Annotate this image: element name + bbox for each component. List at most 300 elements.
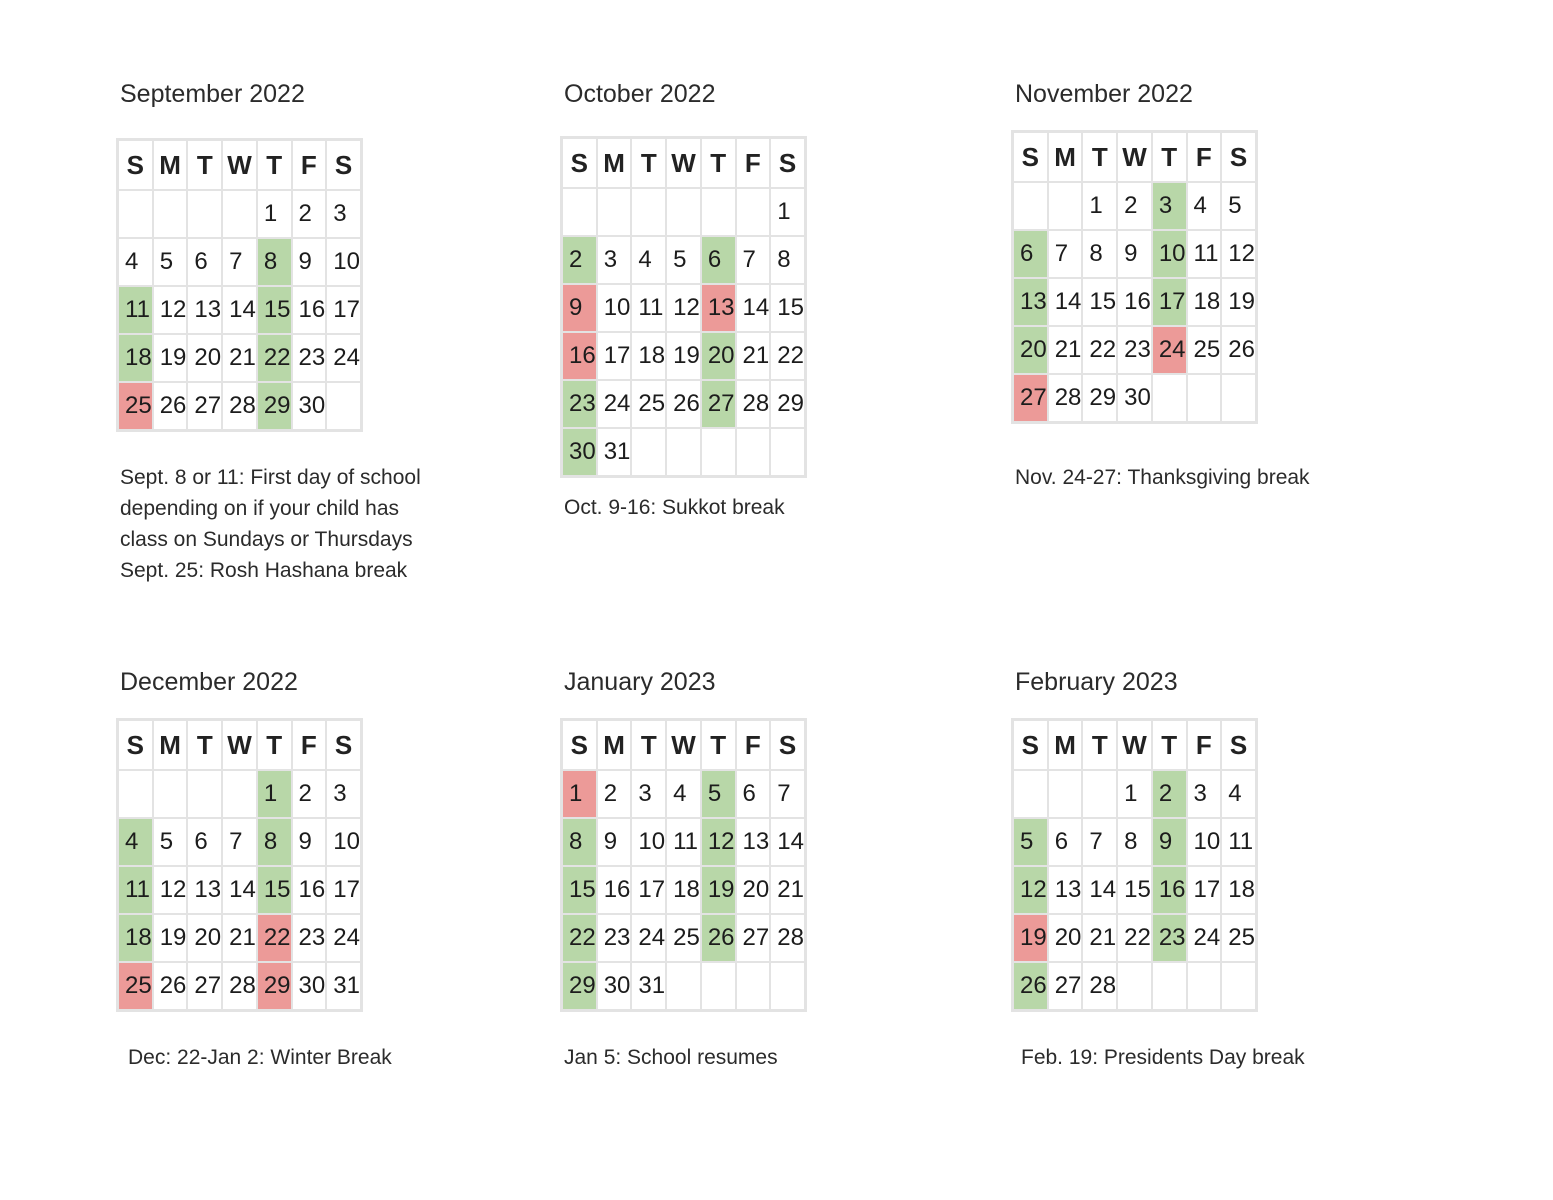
day-cell: 4 (666, 770, 701, 818)
weekday-header-row (118, 140, 362, 191)
day-cell: 13 (187, 866, 222, 914)
weekday-header: T (257, 720, 292, 771)
day-cell: 28 (222, 382, 257, 430)
day-cell: 28 (1048, 374, 1083, 422)
day-cell: 26 (153, 962, 188, 1010)
calendar-grid (116, 138, 363, 432)
day-cell: 19 (666, 332, 701, 380)
day-cell: 1 (1117, 770, 1152, 818)
weekday-header: M (153, 140, 188, 191)
day-cell: 10 (1187, 818, 1222, 866)
day-cell: 17 (1152, 278, 1187, 326)
day-cell: 25 (118, 962, 153, 1010)
month-notes (564, 1042, 778, 1073)
day-cell: 23 (597, 914, 632, 962)
day-cell: 29 (257, 962, 292, 1010)
day-cell: 9 (597, 818, 632, 866)
day-cell: 15 (257, 286, 292, 334)
weekday-header: T (631, 720, 666, 771)
day-cell: 11 (118, 286, 153, 334)
day-cell: 9 (1152, 818, 1187, 866)
empty-cell (770, 428, 805, 476)
weekday-header: S (1221, 132, 1256, 183)
day-cell: 9 (292, 238, 327, 286)
empty-cell (1187, 962, 1222, 1010)
day-cell: 7 (1082, 818, 1117, 866)
weekday-header: W (666, 720, 701, 771)
note-line: Oct. 9-16: Sukkot break (564, 496, 785, 519)
weekday-header: S (562, 138, 597, 189)
empty-cell (631, 188, 666, 236)
day-cell: 3 (631, 770, 666, 818)
day-cell: 21 (1048, 326, 1083, 374)
day-cell: 13 (1048, 866, 1083, 914)
day-cell: 4 (118, 818, 153, 866)
day-cell: 7 (770, 770, 805, 818)
day-cell: 27 (736, 914, 771, 962)
day-cell: 21 (222, 914, 257, 962)
empty-cell (1187, 374, 1222, 422)
day-cell: 11 (631, 284, 666, 332)
week-row (562, 332, 806, 380)
day-cell: 18 (666, 866, 701, 914)
day-cell: 12 (1221, 230, 1256, 278)
day-cell: 23 (1117, 326, 1152, 374)
day-cell: 12 (666, 284, 701, 332)
day-cell: 14 (1082, 866, 1117, 914)
weekday-header: W (222, 720, 257, 771)
day-cell: 20 (1013, 326, 1048, 374)
week-row (562, 962, 806, 1010)
day-cell: 7 (222, 818, 257, 866)
day-cell: 8 (257, 818, 292, 866)
day-cell: 1 (257, 190, 292, 238)
day-cell: 12 (701, 818, 736, 866)
note-line: Nov. 24-27: Thanksgiving break (1015, 466, 1310, 489)
day-cell: 3 (326, 190, 361, 238)
week-row (562, 770, 806, 818)
day-cell: 15 (1117, 866, 1152, 914)
day-cell: 31 (326, 962, 361, 1010)
week-row (118, 382, 362, 430)
day-cell: 8 (770, 236, 805, 284)
day-cell: 28 (222, 962, 257, 1010)
day-cell: 26 (701, 914, 736, 962)
week-row (118, 334, 362, 382)
day-cell: 29 (1082, 374, 1117, 422)
day-cell: 26 (1221, 326, 1256, 374)
empty-cell (736, 962, 771, 1010)
day-cell: 17 (326, 286, 361, 334)
calendar-grid (1011, 130, 1258, 424)
empty-cell (701, 188, 736, 236)
day-cell: 23 (292, 914, 327, 962)
empty-cell (1013, 770, 1048, 818)
week-row (118, 866, 362, 914)
weekday-header: S (326, 140, 361, 191)
month-notes (128, 1042, 392, 1073)
day-cell: 16 (562, 332, 597, 380)
weekday-header: W (666, 138, 701, 189)
empty-cell (187, 770, 222, 818)
day-cell: 11 (118, 866, 153, 914)
week-row (118, 770, 362, 818)
weekday-header: F (736, 720, 771, 771)
day-cell: 10 (597, 284, 632, 332)
week-row (118, 238, 362, 286)
week-row (118, 914, 362, 962)
empty-cell (118, 190, 153, 238)
weekday-header: M (597, 720, 632, 771)
empty-cell (701, 428, 736, 476)
day-cell: 6 (1013, 230, 1048, 278)
empty-cell (326, 382, 361, 430)
day-cell: 31 (597, 428, 632, 476)
day-cell: 5 (1013, 818, 1048, 866)
week-row (562, 284, 806, 332)
day-cell: 29 (257, 382, 292, 430)
weekday-header: T (1152, 132, 1187, 183)
day-cell: 9 (562, 284, 597, 332)
day-cell: 18 (631, 332, 666, 380)
day-cell: 28 (1082, 962, 1117, 1010)
empty-cell (187, 190, 222, 238)
day-cell: 5 (1221, 182, 1256, 230)
day-cell: 11 (1221, 818, 1256, 866)
day-cell: 25 (1187, 326, 1222, 374)
day-cell: 31 (631, 962, 666, 1010)
weekday-header: S (118, 140, 153, 191)
day-cell: 6 (187, 238, 222, 286)
weekday-header: T (631, 138, 666, 189)
weekday-header: F (736, 138, 771, 189)
day-cell: 16 (1117, 278, 1152, 326)
day-cell: 15 (257, 866, 292, 914)
day-cell: 16 (597, 866, 632, 914)
weekday-header: M (1048, 132, 1083, 183)
empty-cell (1082, 770, 1117, 818)
day-cell: 28 (736, 380, 771, 428)
empty-cell (736, 428, 771, 476)
empty-cell (736, 188, 771, 236)
day-cell: 22 (1082, 326, 1117, 374)
day-cell: 1 (1082, 182, 1117, 230)
day-cell: 2 (1152, 770, 1187, 818)
empty-cell (1013, 182, 1048, 230)
calendar-grid (116, 718, 363, 1012)
day-cell: 1 (257, 770, 292, 818)
day-cell: 8 (562, 818, 597, 866)
week-row (562, 866, 806, 914)
empty-cell (666, 962, 701, 1010)
day-cell: 15 (1082, 278, 1117, 326)
month-title: December 2022 (120, 668, 298, 696)
day-cell: 4 (1187, 182, 1222, 230)
weekday-header: T (1082, 132, 1117, 183)
day-cell: 3 (1152, 182, 1187, 230)
day-cell: 4 (118, 238, 153, 286)
note-line: class on Sundays or Thursdays (120, 528, 413, 551)
empty-cell (701, 962, 736, 1010)
day-cell: 7 (736, 236, 771, 284)
weekday-header: S (562, 720, 597, 771)
empty-cell (666, 428, 701, 476)
empty-cell (770, 962, 805, 1010)
day-cell: 10 (1152, 230, 1187, 278)
weekday-header: S (1013, 132, 1048, 183)
empty-cell (1152, 374, 1187, 422)
week-row (1013, 866, 1257, 914)
weekday-header: M (153, 720, 188, 771)
day-cell: 6 (701, 236, 736, 284)
day-cell: 22 (257, 334, 292, 382)
day-cell: 2 (292, 190, 327, 238)
note-line: Jan 5: School resumes (564, 1046, 778, 1069)
day-cell: 24 (1152, 326, 1187, 374)
day-cell: 8 (1082, 230, 1117, 278)
day-cell: 12 (1013, 866, 1048, 914)
day-cell: 24 (326, 334, 361, 382)
day-cell: 23 (292, 334, 327, 382)
weekday-header: T (257, 140, 292, 191)
week-row (1013, 230, 1257, 278)
month-title: February 2023 (1015, 668, 1178, 696)
day-cell: 23 (562, 380, 597, 428)
month-title: November 2022 (1015, 80, 1193, 108)
empty-cell (222, 770, 257, 818)
month-notes (120, 462, 421, 586)
weekday-header: S (1013, 720, 1048, 771)
empty-cell (562, 188, 597, 236)
empty-cell (1152, 962, 1187, 1010)
weekday-header-row (1013, 720, 1257, 771)
day-cell: 15 (562, 866, 597, 914)
day-cell: 22 (770, 332, 805, 380)
note-line: Feb. 19: Presidents Day break (1021, 1046, 1305, 1069)
day-cell: 2 (562, 236, 597, 284)
day-cell: 6 (1048, 818, 1083, 866)
note-line: Sept. 25: Rosh Hashana break (120, 559, 408, 582)
weekday-header: T (701, 720, 736, 771)
weekday-header: T (701, 138, 736, 189)
weekday-header: M (597, 138, 632, 189)
day-cell: 13 (701, 284, 736, 332)
month-title: September 2022 (120, 80, 305, 108)
month-notes (1015, 462, 1310, 493)
day-cell: 25 (1221, 914, 1256, 962)
day-cell: 27 (1048, 962, 1083, 1010)
week-row (1013, 374, 1257, 422)
day-cell: 14 (1048, 278, 1083, 326)
day-cell: 3 (1187, 770, 1222, 818)
calendar-grid (1011, 718, 1258, 1012)
day-cell: 16 (292, 866, 327, 914)
day-cell: 30 (1117, 374, 1152, 422)
day-cell: 30 (597, 962, 632, 1010)
weekday-header: F (1187, 132, 1222, 183)
day-cell: 26 (153, 382, 188, 430)
day-cell: 20 (187, 334, 222, 382)
calendar-grid (560, 718, 807, 1012)
note-line: Dec: 22-Jan 2: Winter Break (128, 1046, 392, 1069)
day-cell: 6 (187, 818, 222, 866)
day-cell: 5 (666, 236, 701, 284)
day-cell: 5 (153, 238, 188, 286)
day-cell: 1 (562, 770, 597, 818)
week-row (1013, 914, 1257, 962)
day-cell: 18 (1221, 866, 1256, 914)
week-row (562, 428, 806, 476)
week-row (562, 818, 806, 866)
weekday-header: F (292, 140, 327, 191)
day-cell: 8 (257, 238, 292, 286)
week-row (562, 914, 806, 962)
day-cell: 9 (292, 818, 327, 866)
day-cell: 18 (118, 334, 153, 382)
day-cell: 20 (1048, 914, 1083, 962)
empty-cell (222, 190, 257, 238)
day-cell: 7 (222, 238, 257, 286)
day-cell: 3 (326, 770, 361, 818)
day-cell: 8 (1117, 818, 1152, 866)
day-cell: 25 (631, 380, 666, 428)
day-cell: 18 (118, 914, 153, 962)
day-cell: 6 (736, 770, 771, 818)
month-notes (1021, 1042, 1305, 1073)
day-cell: 20 (736, 866, 771, 914)
day-cell: 27 (187, 382, 222, 430)
weekday-header: T (1082, 720, 1117, 771)
day-cell: 30 (562, 428, 597, 476)
day-cell: 4 (1221, 770, 1256, 818)
day-cell: 2 (597, 770, 632, 818)
weekday-header: F (292, 720, 327, 771)
day-cell: 14 (222, 286, 257, 334)
empty-cell (1048, 182, 1083, 230)
day-cell: 3 (597, 236, 632, 284)
empty-cell (666, 188, 701, 236)
weekday-header: W (1117, 720, 1152, 771)
weekday-header: S (1221, 720, 1256, 771)
day-cell: 17 (631, 866, 666, 914)
day-cell: 11 (666, 818, 701, 866)
calendar-grid (560, 136, 807, 478)
week-row (562, 188, 806, 236)
week-row (1013, 278, 1257, 326)
day-cell: 20 (187, 914, 222, 962)
day-cell: 24 (597, 380, 632, 428)
day-cell: 23 (1152, 914, 1187, 962)
week-row (562, 236, 806, 284)
weekday-header-row (1013, 132, 1257, 183)
empty-cell (118, 770, 153, 818)
day-cell: 16 (292, 286, 327, 334)
week-row (1013, 818, 1257, 866)
weekday-header: T (187, 720, 222, 771)
day-cell: 22 (1117, 914, 1152, 962)
day-cell: 5 (701, 770, 736, 818)
day-cell: 24 (1187, 914, 1222, 962)
month-notes (564, 492, 785, 523)
day-cell: 2 (1117, 182, 1152, 230)
day-cell: 11 (1187, 230, 1222, 278)
day-cell: 10 (326, 818, 361, 866)
month-title: January 2023 (564, 668, 716, 696)
day-cell: 24 (326, 914, 361, 962)
day-cell: 21 (222, 334, 257, 382)
weekday-header: S (770, 138, 805, 189)
week-row (118, 818, 362, 866)
empty-cell (153, 190, 188, 238)
day-cell: 22 (257, 914, 292, 962)
week-row (562, 380, 806, 428)
day-cell: 14 (736, 284, 771, 332)
day-cell: 26 (1013, 962, 1048, 1010)
day-cell: 17 (1187, 866, 1222, 914)
note-line: depending on if your child has (120, 497, 400, 520)
day-cell: 18 (1187, 278, 1222, 326)
day-cell: 20 (701, 332, 736, 380)
day-cell: 21 (770, 866, 805, 914)
day-cell: 12 (153, 286, 188, 334)
day-cell: 19 (1221, 278, 1256, 326)
day-cell: 19 (153, 334, 188, 382)
week-row (1013, 326, 1257, 374)
day-cell: 30 (292, 382, 327, 430)
empty-cell (153, 770, 188, 818)
day-cell: 10 (631, 818, 666, 866)
day-cell: 19 (1013, 914, 1048, 962)
day-cell: 27 (1013, 374, 1048, 422)
weekday-header: S (118, 720, 153, 771)
note-line: Sept. 8 or 11: First day of school (120, 466, 421, 489)
day-cell: 10 (326, 238, 361, 286)
week-row (1013, 962, 1257, 1010)
weekday-header: W (1117, 132, 1152, 183)
month-title: October 2022 (564, 80, 716, 108)
day-cell: 9 (1117, 230, 1152, 278)
day-cell: 25 (666, 914, 701, 962)
day-cell: 30 (292, 962, 327, 1010)
week-row (1013, 182, 1257, 230)
day-cell: 13 (187, 286, 222, 334)
empty-cell (597, 188, 632, 236)
day-cell: 16 (1152, 866, 1187, 914)
weekday-header: T (187, 140, 222, 191)
weekday-header-row (118, 720, 362, 771)
weekday-header: F (1187, 720, 1222, 771)
day-cell: 2 (292, 770, 327, 818)
day-cell: 29 (770, 380, 805, 428)
day-cell: 15 (770, 284, 805, 332)
day-cell: 14 (770, 818, 805, 866)
week-row (118, 190, 362, 238)
day-cell: 29 (562, 962, 597, 1010)
empty-cell (631, 428, 666, 476)
empty-cell (1117, 962, 1152, 1010)
day-cell: 28 (770, 914, 805, 962)
day-cell: 27 (187, 962, 222, 1010)
day-cell: 14 (222, 866, 257, 914)
day-cell: 21 (1082, 914, 1117, 962)
day-cell: 1 (770, 188, 805, 236)
weekday-header: S (326, 720, 361, 771)
week-row (118, 962, 362, 1010)
day-cell: 5 (153, 818, 188, 866)
day-cell: 22 (562, 914, 597, 962)
weekday-header: M (1048, 720, 1083, 771)
weekday-header-row (562, 138, 806, 189)
